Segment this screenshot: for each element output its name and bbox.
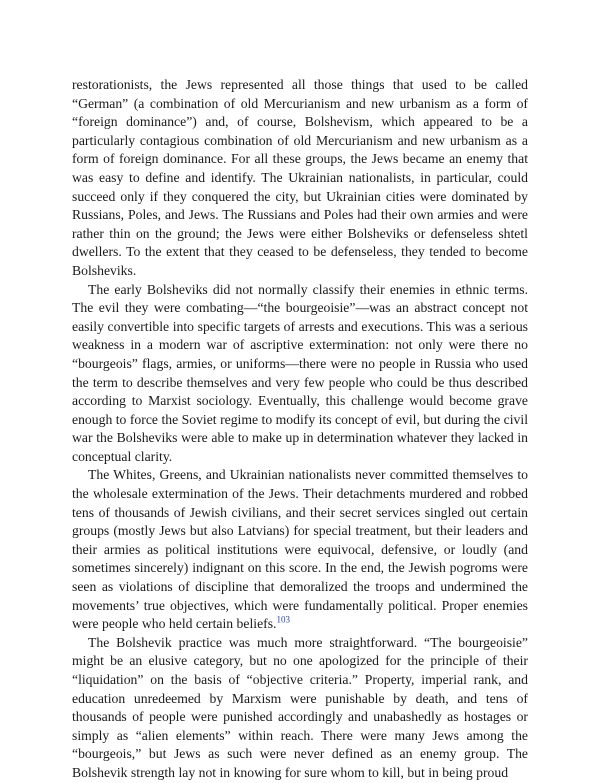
paragraph-3 [72,466,528,633]
paragraph-3-text: The Whites, Greens, and Ukrainian nationalists never committed themselves to the wholesale extermination of the Jews. Their detachments murdered and robbed tens of thousands of Jewish civilians, and their secret services singled out certain groups (mostly Jews but also Latvians) for special treatment, but their leaders and their armies as political institutions were equivocal, defensive, or loudly (and sometimes sincerely) indignant on this score. In the end, the Jewish pogroms were seen as violations of discipline that demoralized the troops and undermined the movements’ true objectives, which were fundamentally political. Proper enemies were people who held certain beliefs. [72,467,528,632]
paragraph-4: The Bolshevik practice was much more straightforward. “The bourgeoisie” might be an elusive category, but no one apologized for the principle of their “liquidation” on the basis of “objective criteria.” Property, imperial rank, and education unredeemed by Marxism were punishable by death, and tens of thousands of people were punished accordingly and unabashedly as hostages or simply as “alien elements” within reach. There were many Jews among the “bourgeois,” but Jews as such were never defined as an enemy group. The Bolshevik strength lay not in knowing for sure whom to kill, but in being proud [72,634,528,780]
paragraph-2: The early Bolsheviks did not normally classify their enemies in ethnic terms. The evil they were combating—“the bourgeoisie”—was an abstract concept not easily convertible into specific targets of arrests and executions. This was a serious weakness in a modern war of ascriptive extermination: not only were there no “bourgeois” flags, armies, or uniforms—there were no people in Russia who used the term to describe themselves and very few people who could be thus described according to Marxist sociology. Eventually, this challenge would become grave enough to force the Soviet regime to modify its concept of evil, but during the civil war the Bolsheviks were able to make up in determination whatever they lacked in conceptual clarity. [72,281,528,464]
paragraph-1: restorationists, the Jews represented all those things that used to be called “German” (a combination of old Mercurianism and new urbanism as a form of “foreign dominance”) and, of course, Bolshevism, which appeared to be a particularly contagious combination of old Mercurianism and new urbanism as a form of foreign dominance. For all these groups, the Jews became an enemy that was easy to define and identify. The Ukrainian nationalists, in particular, could succeed only if they conquered the city, but Ukrainian cities were dominated by Russians, Poles, and Jews. The Russians and Poles had their own armies and were rather thin on the ground; the Jews were either Bolsheviks or defenseless shtetl dwellers. To the extent that they ceased to be defenseless, they tended to become Bolsheviks. [72,77,528,278]
footnote-link-103[interactable]: 103 [276,614,290,625]
